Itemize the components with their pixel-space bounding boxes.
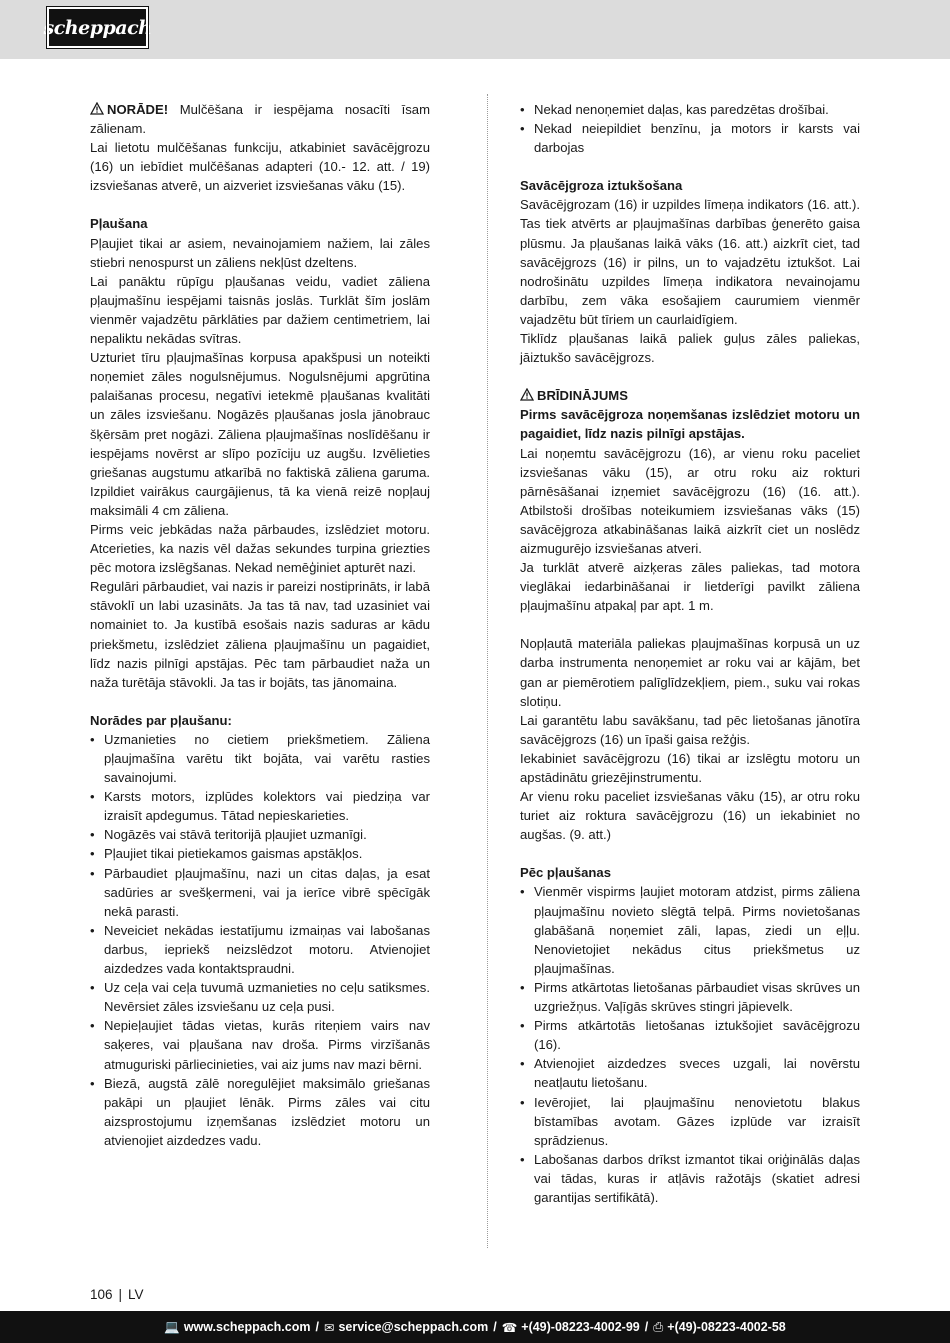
warning-triangle-icon: [90, 102, 104, 115]
contact-footer: [0, 1311, 950, 1343]
mail-icon: ✉: [323, 1320, 335, 1335]
residue-paragraph-2: Lai garantētu labu savākšanu, tad pēc lietošanas jānotīra savācējgrozs (16) un īpaši gaisa režģis.: [520, 712, 860, 747]
language-code: LV: [128, 1287, 144, 1302]
list-item: • Biezā, augstā zālē noregulējiet maksimālo griešanas pakāpi un pļaujiet lēnāk. Pirms zāles vai citu aizsprostojumu izņemšanas izslēdziet motoru un atvienojiet aizdedzes vadu.: [90, 1074, 430, 1150]
list-item: • Pārbaudiet pļaujmašīnu, nazi un citas daļas, ja esat sadūries ar svešķermeni, vai ja ierīce vibrē spēcīgāk nekā parasti.: [90, 864, 430, 921]
mowing-paragraph-1: Pļaujiet tikai ar asiem, nevainojamiem nažiem, lai zāles stiebri nenospurst un zāliens nekļūst dzeltens.: [90, 235, 430, 270]
list-item: • Uzmanieties no cietiem priekšmetiem. Zāliena pļaujmašīna varētu tikt bojāta, vai varētu rasties savainojumi.: [90, 730, 430, 787]
section-heading-emptying: Savācējgroza iztukšošana: [520, 178, 683, 194]
separator: /: [315, 1320, 319, 1334]
page-header: [0, 0, 950, 59]
note-text: Mulčēšana ir iespējama nosacīti īsam zālienam.: [90, 102, 430, 137]
residue-paragraph-4: Ar vienu roku paceliet izsviešanas vāku (15), ar otru roku turiet aiz roktura savācējgrozu (16) un iekabiniet no augšas. (9. att.): [520, 789, 860, 843]
phone-icon: ☎: [501, 1320, 518, 1335]
website-link[interactable]: www.scheppach.com: [183, 1320, 311, 1334]
warning-bold-text: Pirms savācējgroza noņemšanas izslēdziet motoru un pagaidiet, līdz nazis pilnīgi apstājas.: [520, 407, 860, 442]
list-item: • Neveiciet nekādas iestatījumu izmaiņas vai labošanas darbus, iepriekš neizslēdzot motoru. Atvienojiet aizdedzes vada kontaktspraudni.: [90, 921, 430, 978]
mowing-notes-list: [90, 730, 430, 1150]
page-number-line: [90, 1287, 144, 1303]
section-heading-mowing-notes: Norādes par pļaušanu:: [90, 712, 232, 728]
note-paragraph: [90, 100, 430, 138]
list-item: • Pirms atkārtotās lietošanas iztukšojiet savācējgrozu (16).: [520, 1016, 860, 1054]
scheppach-logo: scheppach: [47, 7, 148, 48]
mulching-paragraph: Lai lietotu mulčēšanas funkciju, atkabiniet savācējgrozu (16) un iebīdiet mulčēšanas adapteri (10.- 12. att. / 19) izsviešanas atverē, un aizveriet izsviešanas vāku (15).: [90, 140, 430, 194]
list-item: • Nogāzēs vai stāvā teritorijā pļaujiet uzmanīgi.: [90, 825, 430, 844]
mowing-paragraph-5: Regulāri pārbaudiet, vai nazis ir pareizi nostiprināts, ir labā stāvoklī un labi uzasināts. Ja tas tā nav, tad uzasiniet vai nomainiet to. Ja kustībā esošais nazis saduras ar kādu priekšmetu, izslēdziet zāliena pļaujmašīnu un pagaidiet, līdz nazis pilnīgi apstājas. Pēc tam pārbaudiet naža un naža turētāja stāvokli. Ja tas ir bojāts, tas jānomaina.: [90, 579, 430, 690]
note-label: NORĀDE!: [107, 102, 169, 117]
list-item: • Vienmēr vispirms ļaujiet motoram atdzist, pirms zāliena pļaujmašīnu novieto slēgtā telpā. Pirms novietošanas glabāšanā noņemiet zāli, lapas, ziedi un eļļu. Nenovietojiet nekādus citus priekšmetus uz pļaujmašīnas.: [520, 882, 860, 977]
fax-icon: ⎙: [653, 1319, 664, 1334]
residue-paragraph-3: Iekabiniet savācējgrozu (16) tikai ar izslēgtu motoru un apstādinātu griezējinstrumentu.: [520, 750, 860, 785]
warning-paragraph-2: Ja turklāt atverē aizķeras zāles paliekas, tad motora vieglākai iedarbināšanai ir lietderīgi pavilkt zāliena pļaujmašīnu atpakaļ par apt. 1 m.: [520, 560, 860, 614]
column-divider: [487, 94, 488, 1248]
section-heading-after-mowing: Pēc pļaušanas: [520, 865, 611, 881]
warning-paragraph-1: Lai noņemtu savācējgrozu (16), ar vienu roku paceliet izsviešanas vāku (15), ar otru roku aiz rokturi pārnēsāšanai izņemiet savācējgrozu (16) (16. att.). Atbilstoši drošības noteikumiem izsviešanas vāks (15) savācējgroza atkabināšanas laikā aizkrīt ciet un noslēdz aizmugurējo izsviešanas atveri.: [520, 445, 860, 556]
list-item: • Nekad neiepildiet benzīnu, ja motors ir karsts vai darbojas: [520, 119, 860, 157]
warning-triangle-icon: [520, 388, 534, 401]
computer-icon: 💻: [164, 1319, 180, 1334]
list-item: • Nekad nenoņemiet daļas, kas paredzētas drošībai.: [520, 100, 860, 119]
warning-heading: [520, 386, 860, 405]
residue-paragraph-1: Nopļautā materiāla paliekas pļaujmašīnas korpusā un uz darba instrumenta nenoņemiet ar roku vai ar kājām, bet gan ar piemērotiem palīglīdzekļiem, piem., suku vai rokas slotiņu.: [520, 636, 860, 709]
right-column: [520, 100, 860, 1207]
emptying-paragraph-1: Savācējgrozam (16) ir uzpildes līmeņa indikators (16. att.). Tas tiek atvērts ar pļaujmašīnas darbības ģenerēto gaisa plūsmu. Ja pļaušanas laikā vāks (16. att.) aizkrīt ciet, tad savācējgrozs (16) ir pilns, un to vajadzētu iztukšot. Lai nodrošinātu uzpildes līmeņa indikatora nevainojamu darbību, zem vāka esošajiem caurumiem vienmēr vajadzētu būt tīriem un caurlaidīgiem.: [520, 197, 860, 327]
warning-label: BRĪDINĀJUMS: [537, 388, 628, 404]
section-heading-mowing: Pļaušana: [90, 216, 148, 232]
list-item: • Uz ceļa vai ceļa tuvumā uzmanieties no ceļu satiksmes. Nevērsiet zāles izsviešanu uz ceļa pusi.: [90, 978, 430, 1016]
list-item: • Nepieļaujiet tādas vietas, kurās riteņiem vairs nav saķeres, vai pļaušana nav droša. Pirms virzīšanās atmuguriski pārliecinieties, vai aiz jums nav mazi bērni.: [90, 1016, 430, 1073]
list-item: • Ievērojiet, lai pļaujmašīnu nenovietotu blakus bīstamības avotam. Gāzes izplūde var izraisīt sprādzienus.: [520, 1093, 860, 1150]
left-column: [90, 100, 430, 1150]
mowing-paragraph-4: Pirms veic jebkādas naža pārbaudes, izslēdziet motoru. Atcerieties, ka nazis vēl dažas sekundes turpina griezties pēc motora izslēgšanas. Nekad nemēģiniet apturēt nazi.: [90, 521, 430, 576]
separator: /: [493, 1320, 497, 1334]
emptying-paragraph-2: Tiklīdz pļaušanas laikā paliek guļus zāles paliekas, jāiztukšo savācējgrozs.: [520, 331, 860, 366]
list-item: • Labošanas darbos drīkst izmantot tikai oriģinālās daļas vai tādas, kuras ir atļāvis ražotājs (skatiet adresi garantijas sertifikātā).: [520, 1150, 860, 1207]
mowing-paragraph-3: Uzturiet tīru pļaujmašīnas korpusa apakšpusi un noteikti noņemiet zāles nogulsnējumus. Nogulsnējumi apgrūtina palaišanas procesu, negatīvi ietekmē pļaušanas kvalitāti un zāles izsviešanu. Nogāzēs pļaušanas josla jānobrauc šķērsām pret nogāzi. Zāliena pļaujmašīnas noslīdēšanu ir iespējams novērst ar slīpo pozīciju uz augšu. Izvēlieties griešanas augstumu atkarībā no faktiskā zāliena garuma. Izpildiet vairākus caurgājienus, tā ka vienā reizē nopļauj maksimāli 4 cm zāliena.: [90, 350, 430, 518]
list-item: • Pirms atkārtotas lietošanas pārbaudiet visas skrūves un uzgriežņus. Vaļīgās skrūves stingri jāpievelk.: [520, 978, 860, 1016]
list-item: • Pļaujiet tikai pietiekamos gaismas apstākļos.: [90, 844, 430, 863]
separator: |: [118, 1287, 123, 1302]
safety-list: [520, 100, 860, 157]
mowing-paragraph-2: Lai panāktu rūpīgu pļaušanas veidu, vadiet zāliena pļaujmašīnu iespējami taisnās joslās. Turklāt šīm joslām vienmēr vajadzētu pārklāties par dažiem centimetriem, lai nepaliktu nekādas svītras.: [90, 273, 430, 347]
email-link[interactable]: service@scheppach.com: [338, 1320, 489, 1334]
phone-number: +(49)-08223-4002-99: [521, 1320, 640, 1334]
fax-number: +(49)-08223-4002-58: [667, 1320, 786, 1334]
after-mowing-list: [520, 882, 860, 1207]
page-number: 106: [90, 1287, 113, 1302]
separator: /: [644, 1320, 649, 1334]
list-item: • Atvienojiet aizdedzes sveces uzgali, lai novērstu neatļautu lietošanu.: [520, 1054, 860, 1092]
list-item: • Karsts motors, izplūdes kolektors vai piedziņa var izraisīt apdegumus. Tātad nepieskarieties.: [90, 787, 430, 825]
